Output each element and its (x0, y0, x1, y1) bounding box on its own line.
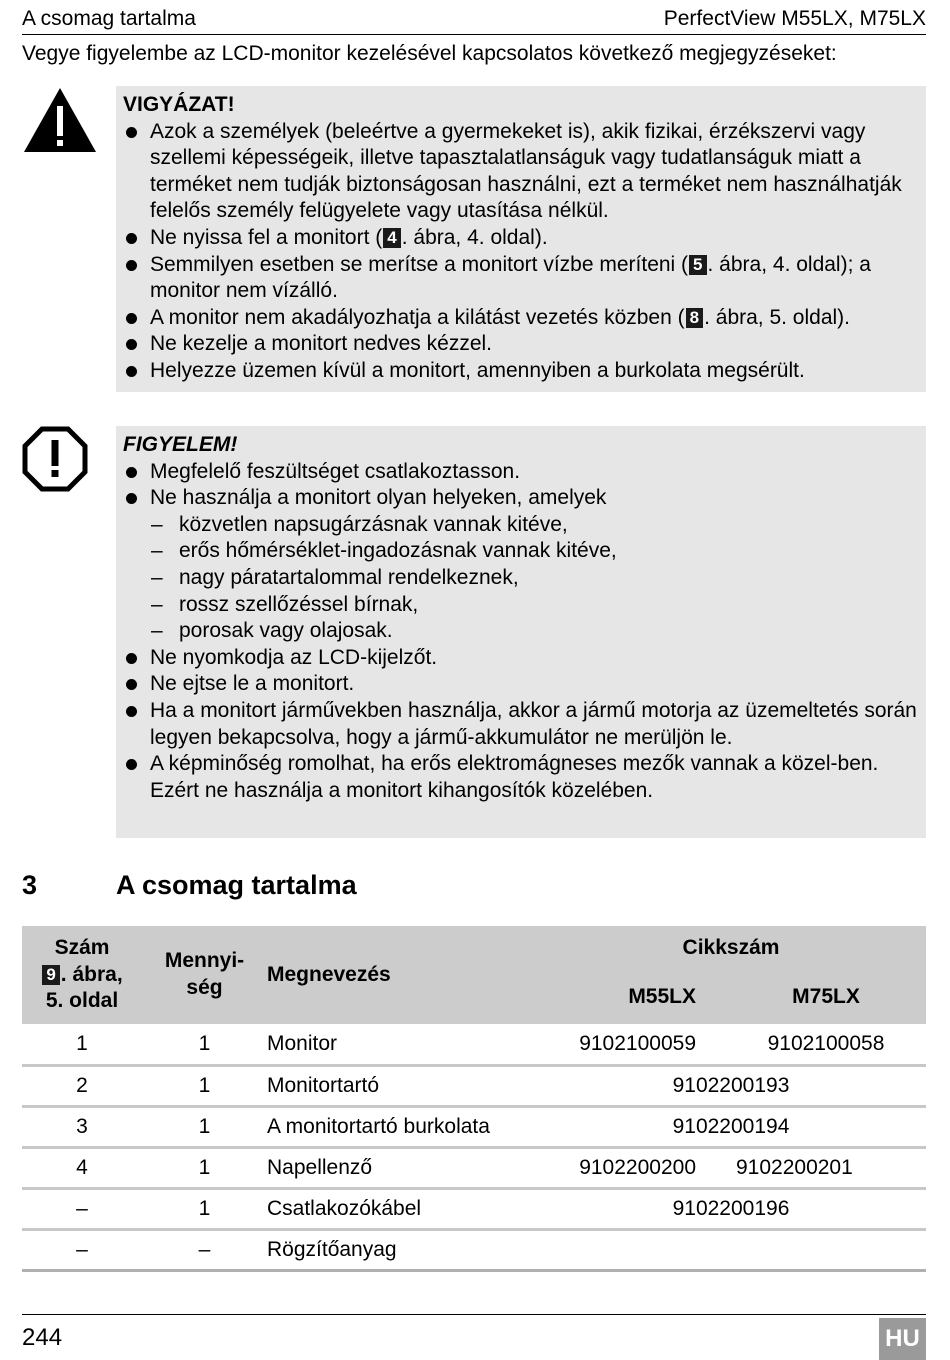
col-header-quantity-line: Mennyi- (164, 949, 245, 973)
cell-quantity: – (142, 1230, 267, 1271)
warning-triangle-icon (22, 86, 98, 154)
cell-number: 1 (22, 1024, 142, 1066)
cell-m75lx-code: 9102200201 (726, 1148, 926, 1189)
cell-number: – (22, 1230, 142, 1271)
notice-subitem: – rossz szellőzéssel bírnak, (123, 592, 918, 619)
header-section-title: A csomag tartalma (22, 7, 196, 30)
notice-subitem: – közvetlen napsugárzásnak vannak kitéve, (123, 512, 918, 539)
warning-item-text: . ábra, 4. oldal). (401, 225, 548, 249)
warning-item (123, 305, 918, 332)
table-row (22, 1189, 926, 1230)
warning-item-text: . ábra, 4. oldal); a monitor nem vízálló. (150, 252, 871, 303)
cell-name: Napellenző (267, 1148, 536, 1189)
notice-box (116, 426, 926, 838)
cell-number: 4 (22, 1148, 142, 1189)
warning-item-text: Ne nyissa fel a monitort ( (150, 225, 383, 249)
cell-article-code: 9102200196 (536, 1189, 926, 1230)
cell-quantity: 1 (142, 1066, 267, 1107)
notice-subitem: – erős hőmérséklet-ingadozásnak vannak kitéve, (123, 538, 918, 565)
section-heading (22, 870, 357, 901)
intro-text: Vegye figyelembe az LCD-monitor kezelésével kapcsolatos következő megjegyzéseket: (22, 42, 837, 65)
page-number: 244 (22, 1324, 63, 1351)
notice-item: Ne használja a monitort olyan helyeken, amelyek (123, 485, 918, 512)
col-header-number-text: . ábra, (60, 962, 123, 986)
cell-quantity: 1 (142, 1189, 267, 1230)
col-header-quantity (142, 926, 267, 1024)
table-row (22, 1066, 926, 1107)
col-header-m75lx: M75LX (726, 970, 926, 1024)
col-header-name: Megnevezés (267, 926, 536, 1024)
col-header-article-number: Cikkszám (536, 926, 926, 970)
footer-divider (22, 1314, 926, 1315)
warning-item: Helyezze üzemen kívül a monitort, amennyiben a burkolata megsérült. (123, 358, 918, 385)
notice-item: Megfelelő feszültséget csatlakoztasson. (123, 459, 918, 486)
cell-quantity: 1 (142, 1107, 267, 1148)
col-header-number (22, 926, 142, 1024)
cell-name: Csatlakozókábel (267, 1189, 536, 1230)
warning-item-text: . ábra, 5. oldal). (704, 305, 851, 329)
warning-box (116, 86, 926, 392)
cell-m75lx-code: 9102100058 (726, 1024, 926, 1066)
cell-m55lx-code: 9102100059 (536, 1024, 726, 1066)
notice-subitem: – nagy páratartalommal rendelkeznek, (123, 565, 918, 592)
notice-title: FIGYELEM! (123, 433, 238, 456)
notice-item: Ha a monitort járművekben használja, akkor a jármű motorja az üzemeltetés során legyen bekapcsolva, hogy a jármű-akkumulátor ne merüljön le. (123, 698, 918, 751)
cell-name: A monitortartó burkolata (267, 1107, 536, 1148)
cell-number: 2 (22, 1066, 142, 1107)
package-contents-table (22, 926, 926, 1272)
notice-item-continuation: Ezért ne használja a monitort kihangosítók közelében. (150, 778, 654, 802)
notice-item: A képminőség romolhat, ha erős elektromágneses mezők vannak a közel-ben. (123, 751, 918, 778)
header-product-name: PerfectView M55LX, M75LX (663, 7, 926, 30)
cell-number: – (22, 1189, 142, 1230)
figure-ref-badge: 8 (686, 308, 703, 328)
warning-item (123, 252, 918, 305)
col-header-number-line: Szám (54, 936, 110, 960)
cell-m55lx-code: 9102200200 (536, 1148, 726, 1189)
cell-article-code (536, 1230, 926, 1271)
language-badge: HU (879, 1318, 926, 1360)
cell-name: Rögzítőanyag (267, 1230, 536, 1271)
col-header-m55lx: M55LX (536, 970, 726, 1024)
cell-article-code: 9102200194 (536, 1107, 926, 1148)
cell-quantity: 1 (142, 1024, 267, 1066)
figure-ref-badge: 4 (383, 228, 400, 248)
cell-name: Monitor (267, 1024, 536, 1066)
warning-item: Ne kezelje a monitort nedves kézzel. (123, 331, 918, 358)
col-header-quantity-line: ség (186, 976, 223, 999)
table-row (22, 1230, 926, 1271)
page-header (22, 4, 926, 35)
table-row (22, 1107, 926, 1148)
cell-article-code: 9102200193 (536, 1066, 926, 1107)
warning-title: VIGYÁZAT! (123, 93, 235, 116)
notice-octagon-icon (22, 426, 88, 492)
cell-number: 3 (22, 1107, 142, 1148)
section-number: 3 (22, 870, 38, 900)
section-title: A csomag tartalma (116, 870, 357, 900)
notice-item: Ne ejtse le a monitort. (123, 671, 918, 698)
warning-item-text: Semmilyen esetben se merítse a monitort vízbe meríteni ( (150, 252, 689, 276)
cell-name: Monitortartó (267, 1066, 536, 1107)
cell-quantity: 1 (142, 1148, 267, 1189)
figure-ref-badge: 5 (689, 255, 706, 275)
col-header-number-line (22, 962, 142, 989)
warning-item: Azok a személyek (beleértve a gyermekeket is), akik fizikai, érzékszervi vagy szellemi képességeik, illetve tapasztalatlanságuk vagy tudatlanságuk miatt a terméket nem tudják biztonságosan használni, ezt a terméket nem használhatják felelős személy felügyelete vagy utasítása nélkül. (123, 119, 918, 225)
table-row (22, 1024, 926, 1066)
warning-item (123, 225, 918, 252)
col-header-number-line: 5. oldal (45, 989, 119, 1013)
figure-ref-badge: 9 (42, 965, 59, 985)
warning-item-text: A monitor nem akadályozhatja a kilátást vezetés közben ( (150, 305, 685, 329)
notice-subitem: – porosak vagy olajosak. (123, 618, 918, 645)
table-row (22, 1148, 926, 1189)
notice-item: Ne nyomkodja az LCD-kijelzőt. (123, 645, 918, 672)
